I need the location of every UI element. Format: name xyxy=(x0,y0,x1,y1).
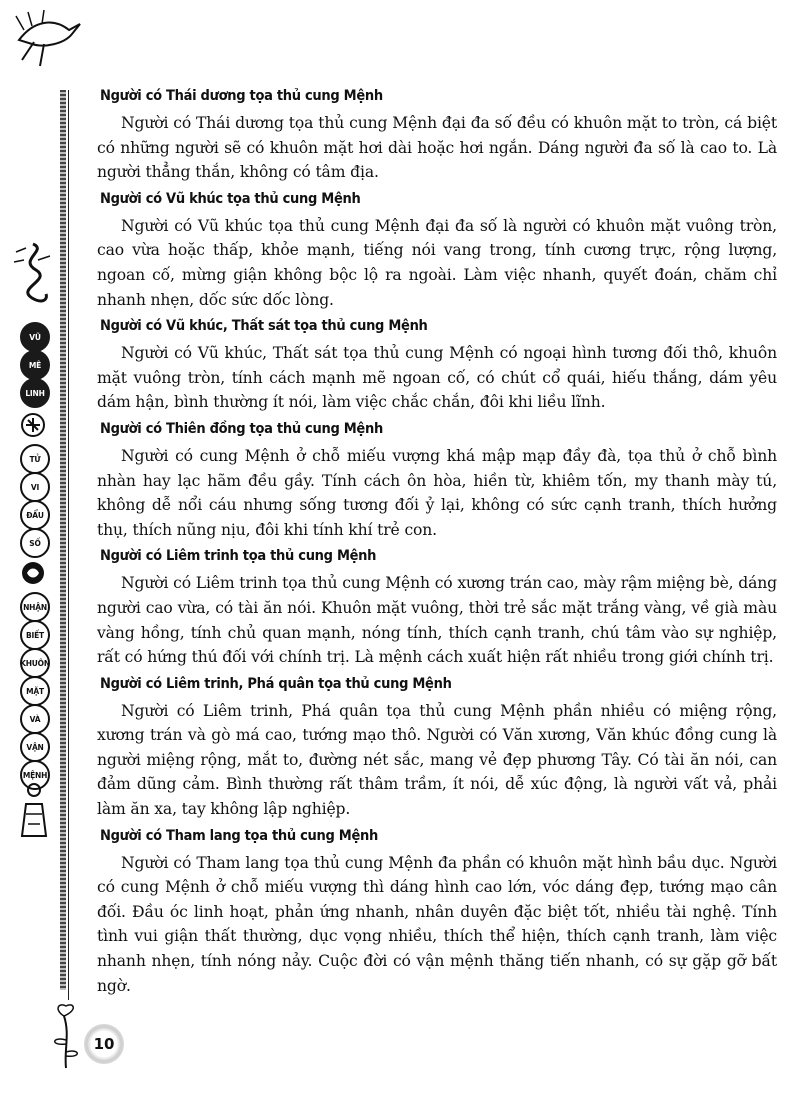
section-heading: Người có Vũ khúc tọa thủ cung Mệnh xyxy=(100,190,361,207)
section-heading: Người có Thái dương tọa thủ cung Mệnh xyxy=(100,88,383,104)
sidebar-badge: SỐ xyxy=(20,528,50,558)
sage-illustration xyxy=(14,780,54,840)
section xyxy=(97,189,777,312)
section xyxy=(97,316,777,415)
sidebar-badge: MỆNH xyxy=(20,760,50,790)
section-body: Người có Tham lang tọa thủ cung Mệnh đa phần có khuôn mặt hình bầu dục. Người có cung Mệnh ở chỗ miếu vượng thì dáng hình cao lớn, vóc dáng đẹp, tướng mạo cân đối. Đầu óc linh hoạt, phản ứng nhanh, nhân duyên đặc biệt tốt, nhiều tài nghệ. Tính tình vui giận thất thường, dục vọng nhiều, thích thể hiện, thích cạnh tranh, làm việc nhanh nhẹn, tính nóng nảy. Cuộc đời có vận mệnh thăng tiến nhanh, có sự gặp gỡ bất ngờ. xyxy=(97,853,777,995)
sidebar-badge: NHẬN xyxy=(20,592,50,622)
section-heading: Người có Liêm trinh tọa thủ cung Mệnh xyxy=(100,548,377,565)
sidebar-badge: VẬN xyxy=(20,732,50,762)
sidebar-badge: MÊ xyxy=(20,350,50,380)
margin-decoration xyxy=(0,0,115,1117)
section xyxy=(97,86,777,185)
section-body: Người có Liêm trinh tọa thủ cung Mệnh có xương trán cao, mày rậm miệng bè, dáng người cao vừa, có tài ăn nói. Khuôn mặt vuông, thời trẻ sắc mặt trắng vàng, về già màu vàng hồng, tính chủ quan mạnh, nóng tính, thích cạnh tranh, chú tâm vào sự nghiệp, rất có hứng thú đối với chính trị. Là mệnh cách xuất hiện rất nhiều trong giới chính trị. xyxy=(97,574,777,667)
ornament-icon xyxy=(20,560,46,586)
sidebar-badge: KHUÔN xyxy=(20,648,50,678)
ornament-icon xyxy=(20,412,46,438)
section xyxy=(97,674,777,822)
page-content xyxy=(97,86,777,1002)
section-heading: Người có Liêm trinh, Phá quân tọa thủ cung Mệnh xyxy=(100,675,452,692)
section-body: Người có cung Mệnh ở chỗ miếu vượng khá mập mạp đầy đà, tọa thủ ở chỗ bình nhàn hay lạc hãm đều gầy. Tính cách ôn hòa, hiền từ, khiêm tốn, my thanh mày tú, không dễ nổi cáu nhưng sống tương đối ỷ lại, không có sức cạnh tranh, thích hưởng thụ, thích nũng nịu, đôi khi tính khí trẻ con. xyxy=(97,446,777,539)
section-body: Người có Vũ khúc tọa thủ cung Mệnh đại đa số là người có khuôn mặt vuông tròn, cao vừa hoặc thấp, khỏe mạnh, tiếng nói vang trong, tính cương trực, rộng lượng, ngoan cố, mừng giận không bộc lộ ra ngoài. Làm việc nhanh, quyết đoán, chăm chỉ nhanh nhẹn, dốc sức dốc lòng. xyxy=(97,216,777,309)
margin-rule xyxy=(60,90,66,990)
sidebar-badge: ĐẨU xyxy=(20,500,50,530)
sidebar-badge: VÀ xyxy=(20,704,50,734)
page-number: 10 xyxy=(84,1024,124,1064)
dragon-illustration xyxy=(8,240,58,310)
section-body: Người có Liêm trinh, Phá quân tọa thủ cung Mệnh phần nhiều có miệng rộng, xương trán và gò má cao, tướng mạo thô. Người có Văn xương, Văn khúc đồng cung là người miệng rộng, mắt to, đường nét sắc, mang vẻ đẹp phương Tây. Có tài ăn nói, can đảm dũng cảm. Bình thường rất thâm trầm, ít nói, dễ xúc động, là người vất vả, phải làm ăn xa, tay không lập nghiệp. xyxy=(97,701,777,819)
section xyxy=(97,419,777,542)
sidebar-badge: TỬ xyxy=(20,444,50,474)
flower-illustration xyxy=(44,1000,88,1070)
crane-illustration xyxy=(14,10,84,70)
sidebar-badge: VI xyxy=(20,472,50,502)
section xyxy=(97,546,777,669)
section-heading: Người có Tham lang tọa thủ cung Mệnh xyxy=(100,827,378,844)
sidebar-badge: VŨ xyxy=(20,322,50,352)
sidebar-badge: BIẾT xyxy=(20,620,50,650)
section-body: Người có Vũ khúc, Thất sát tọa thủ cung Mệnh có ngoại hình tương đối thô, khuôn mặt vuông tròn, tính cách mạnh mẽ ngoan cố, có chút cổ quái, hiếu thắng, dám yêu dám hận, bình thường ít nói, làm việc chắc chắn, đôi khi liều lĩnh. xyxy=(97,344,777,412)
section-body: Người có Thái dương tọa thủ cung Mệnh đại đa số đều có khuôn mặt to tròn, cá biệt có những người sẽ có khuôn mặt hơi dài hoặc hơi ngắn. Dáng người đa số là cao to. Là người thẳng thắn, không có tâm địa. xyxy=(97,114,777,182)
sidebar-badge: LINH xyxy=(20,378,50,408)
sidebar-badge: MẶT xyxy=(20,676,50,706)
section xyxy=(97,826,777,999)
section-heading: Người có Thiên đồng tọa thủ cung Mệnh xyxy=(100,420,383,437)
margin-line xyxy=(68,90,69,1000)
section-heading: Người có Vũ khúc, Thất sát tọa thủ cung Mệnh xyxy=(100,318,428,335)
